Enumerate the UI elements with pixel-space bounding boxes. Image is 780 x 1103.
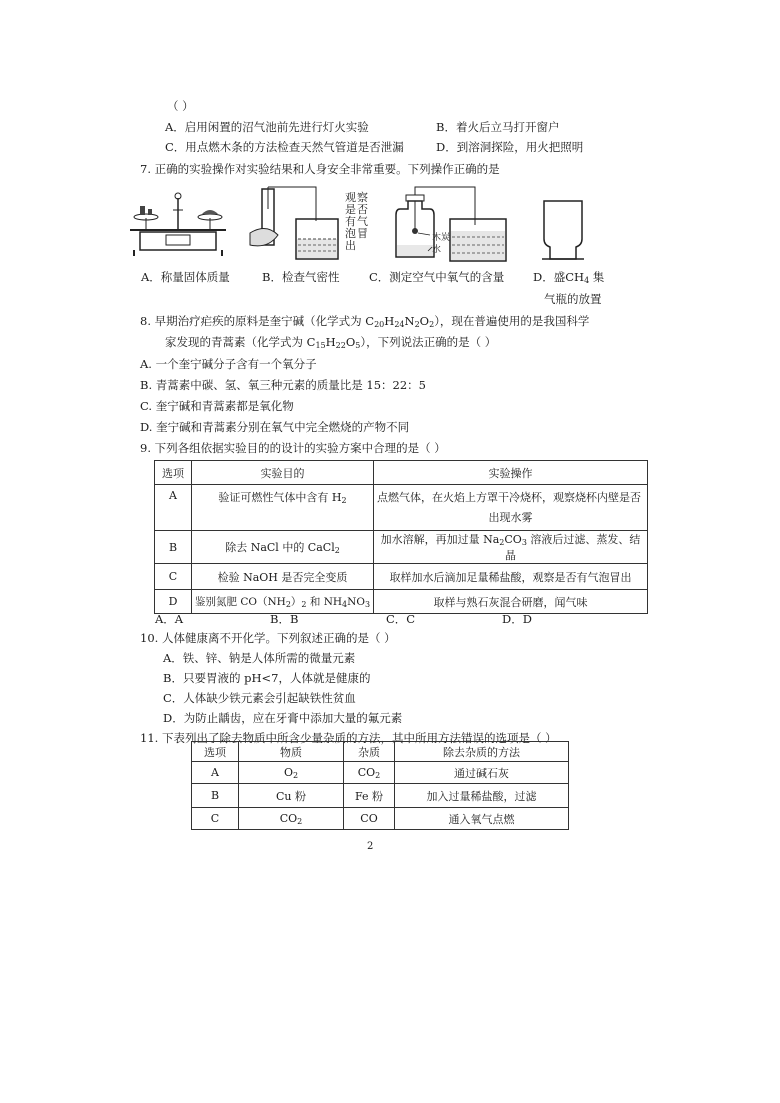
method-cell: 通过碱石灰: [395, 762, 569, 784]
table-row: [155, 564, 648, 590]
option-cell: B: [155, 531, 192, 564]
substance-cell: Cu 粉: [239, 784, 344, 808]
q6-option-a[interactable]: A．启用闲置的沼气池前先进行灯火实验: [165, 120, 369, 134]
option-cell: A: [192, 762, 239, 784]
q9-answer-c[interactable]: C．C: [386, 612, 416, 626]
q10-stem: 10. 人体健康离不开化学。下列叙述正确的是（ ）: [140, 631, 396, 645]
header-cell: 选项: [155, 461, 192, 485]
header-cell: 除去杂质的方法: [395, 742, 569, 762]
q7-option-b[interactable]: B．检查气密性: [262, 270, 340, 284]
q7-option-c[interactable]: C．测定空气中氧气的含量: [369, 270, 505, 284]
header-cell: 选项: [192, 742, 239, 762]
q7-option-a[interactable]: A．称量固体质量: [141, 270, 230, 284]
operation-cell: 取样加水后滴加足量稀盐酸，观察是否有气泡冒出: [374, 564, 648, 590]
option-cell: B: [192, 784, 239, 808]
q7-option-d[interactable]: D．盛$CH_4$ 集: [533, 270, 605, 285]
table-row: [155, 590, 648, 614]
goal-cell: 鉴别氮肥 $CO(NH_2)_2$ 和 $NH_4NO_3$: [192, 590, 374, 614]
q8-option-a[interactable]: A. 一个奎宁碱分子含有一个氧分子: [140, 357, 317, 371]
option-cell: C: [155, 564, 192, 590]
table-row: [192, 808, 569, 830]
q6-option-b[interactable]: B．着火后立马打开窗户: [436, 120, 560, 134]
substance-cell: $O_2$: [239, 762, 344, 784]
gas-jar-figure: [538, 197, 588, 263]
option-cell: C: [192, 808, 239, 830]
table-row: [155, 485, 648, 531]
q11-table: [191, 741, 569, 830]
header-cell: 杂质: [344, 742, 395, 762]
q8-option-c[interactable]: C. 奎宁碱和青蒿素都是氧化物: [140, 399, 294, 413]
operation-cell: 取样与熟石灰混合研磨，闻气味: [374, 590, 648, 614]
q9-answer-d[interactable]: D．D: [502, 612, 532, 626]
q9-answer-a[interactable]: A．A: [155, 612, 184, 626]
charcoal-label: 木炭: [432, 233, 451, 243]
goal-cell: 除去 NaCl 中的 CaCl$_2$: [192, 531, 374, 564]
option-cell: A: [155, 485, 192, 531]
observe-note: 观 是 有 泡 出: [345, 191, 356, 252]
airtightness-figure: [246, 185, 346, 265]
q9-answer-b[interactable]: B．B: [270, 612, 299, 626]
observe-note-2: 察 否 气 冒: [357, 191, 368, 240]
q8-stem-line1: 8. 早期治疗疟疾的原料是奎宁碱（化学式为 $C_{20}H_{24}N_2O_2$），现在普遍使用的是我国科学: [140, 314, 590, 329]
oxygen-measure-figure: [388, 183, 513, 267]
table-row: [155, 531, 648, 564]
q7-stem: 7. 正确的实验操作对实验结果和人身安全非常重要。下列操作正确的是: [140, 162, 500, 176]
header-cell: 实验操作: [374, 461, 648, 485]
goal-cell: 验证可燃性气体中含有 $H_2$: [192, 485, 374, 531]
page-number: 2: [367, 841, 374, 852]
q10-option-b[interactable]: B．只要胃液的 pH<7，人体就是健康的: [163, 671, 371, 685]
q10-option-a[interactable]: A．铁、锌、钠是人体所需的微量元素: [163, 651, 356, 665]
q6-bracket: （ ）: [167, 99, 194, 113]
table-row: [192, 762, 569, 784]
option-cell: D: [155, 590, 192, 614]
header-cell: 实验目的: [192, 461, 374, 485]
q11-stem: 11. 下表列出了除去物质中所含少量杂质的方法，其中所用方法错误的选项是（ ）: [140, 731, 557, 745]
method-cell: 通入氧气点燃: [395, 808, 569, 830]
method-cell: 加入过量稀盐酸，过滤: [395, 784, 569, 808]
q8-stem-line2: 家发现的青蒿素（化学式为 $C_{15}H_{22}O_5$），下列说法正确的是（ ）: [165, 335, 497, 350]
table-row: [155, 461, 648, 485]
q10-option-c[interactable]: C．人体缺少铁元素会引起缺铁性贫血: [163, 691, 356, 705]
operation-cell: 加水溶解，再加过量 $Na_2CO_3$ 溶液后过滤、蒸发、结晶: [374, 531, 648, 564]
q6-option-d[interactable]: D．到溶洞探险，用火把照明: [436, 140, 584, 154]
q9-stem: 9. 下列各组依据实验目的的设计的实验方案中合理的是（ ）: [140, 441, 446, 455]
q8-option-b[interactable]: B. 青蒿素中碳、氢、氧三种元素的质量比是 15：22：5: [140, 378, 426, 392]
header-cell: 物质: [239, 742, 344, 762]
water-label: 水: [432, 245, 442, 255]
q10-option-d[interactable]: D．为防止龋齿，应在牙膏中添加大量的氟元素: [163, 711, 403, 725]
goal-cell: 检验 NaOH 是否完全变质: [192, 564, 374, 590]
q6-option-c[interactable]: C．用点燃木条的方法检查天然气管道是否泄漏: [165, 140, 404, 154]
impurity-cell: $CO_2$: [344, 762, 395, 784]
substance-cell: $CO_2$: [239, 808, 344, 830]
q9-table: [154, 460, 648, 614]
q8-option-d[interactable]: D. 奎宁碱和青蒿素分别在氧气中完全燃烧的产物不同: [140, 420, 410, 434]
table-row: [192, 784, 569, 808]
balance-figure: [126, 190, 232, 260]
operation-cell: 点燃气体，在火焰上方罩干冷烧杯，观察烧杯内壁是否 出现水雾: [374, 485, 648, 531]
impurity-cell: Fe 粉: [344, 784, 395, 808]
impurity-cell: CO: [344, 808, 395, 830]
q7-option-d-line2: 气瓶的放置: [544, 292, 602, 306]
table-row: [192, 742, 569, 762]
